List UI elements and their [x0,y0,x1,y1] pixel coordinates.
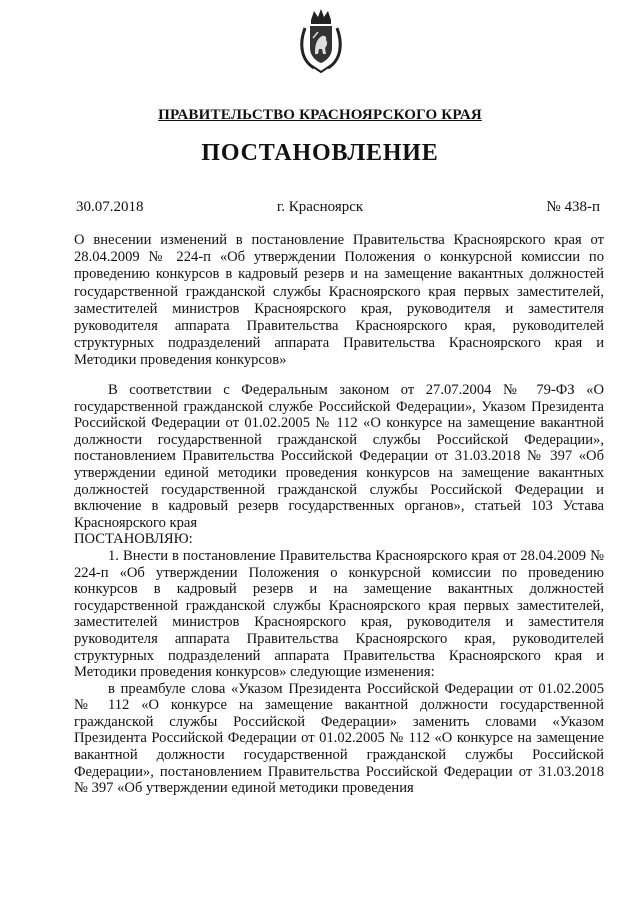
preamble-paragraph: В соответствии с Федеральным законом от 27.07.2004 № 79-ФЗ «О государственной гражданской службе Российской Федерации», Указом Президента Российской Федерации от 01.02.2005 № 112 «О конкурсе на замещение вакантной должности государственной гражданской службы Российской Федерации», постановлением Правительства Российской Федерации от 31.03.2018 № 397 «Об утверждении единой методики проведения конкурсов на замещение вакантных должностей государственной гражданской службы Российской Федерации и включение в кадровый резерв государственных органов», статьей 103 Устава Красноярского края [74,382,604,531]
government-title: ПРАВИТЕЛЬСТВО КРАСНОЯРСКОГО КРАЯ [158,107,482,123]
document-number: № 438-п [546,199,600,215]
document-city: г. Красноярск [276,199,364,215]
document-subject: О внесении изменений в постановление Правительства Красноярского края от 28.04.2009 № 224-п «Об утверждении Положения о конкурсной комиссии по проведению конкурсов в кадровый резерв и на замещение вакантных должностей государственной гражданской службы Красноярского края первых заместителей, заместителей министров Красноярского края, руководителя и заместителя руководителя аппарата Правительства Красноярского края, руководителей структурных подразделений аппарата Правительства Красноярского края и Методики проведения конкурсов» [74,232,604,369]
document-date: 30.07.2018 [76,199,144,215]
item-1a-paragraph: в преамбуле слова «Указом Президента Российской Федерации от 01.02.2005 № 112 «О конкурсе на замещение вакантной должности государственной гражданской службы Российской Федерации» заменить словами «Указом Президента Российской Федерации от 01.02.2005 № 112 «О конкурсе на замещение вакантной должности государственной гражданской службы Российской Федерации», постановлением Правительства Российской Федерации от 31.03.2018 № 397 «Об утверждении единой методики проведения [74,680,604,797]
document-type-title: ПОСТАНОВЛЕНИЕ [201,140,439,166]
decree-word: ПОСТАНОВЛЯЮ: [74,531,193,548]
item-1-paragraph: 1. Внести в постановление Правительства Красноярского края от 28.04.2009 № 224-п «Об утверждении Положения о конкурсной комиссии по проведению конкурсов в кадровый резерв и на замещение вакантных должностей государственной гражданской службы Красноярского края первых заместителей, заместителей министров Красноярского края, руководителя и заместителя руководителя аппарата Правительства Красноярского края, руководителей структурных подразделений аппарата Правительства Красноярского края и Методики проведения конкурсов» следующие изменения: [74,547,604,681]
coat-of-arms-icon [298,8,344,74]
document-body [74,382,604,797]
